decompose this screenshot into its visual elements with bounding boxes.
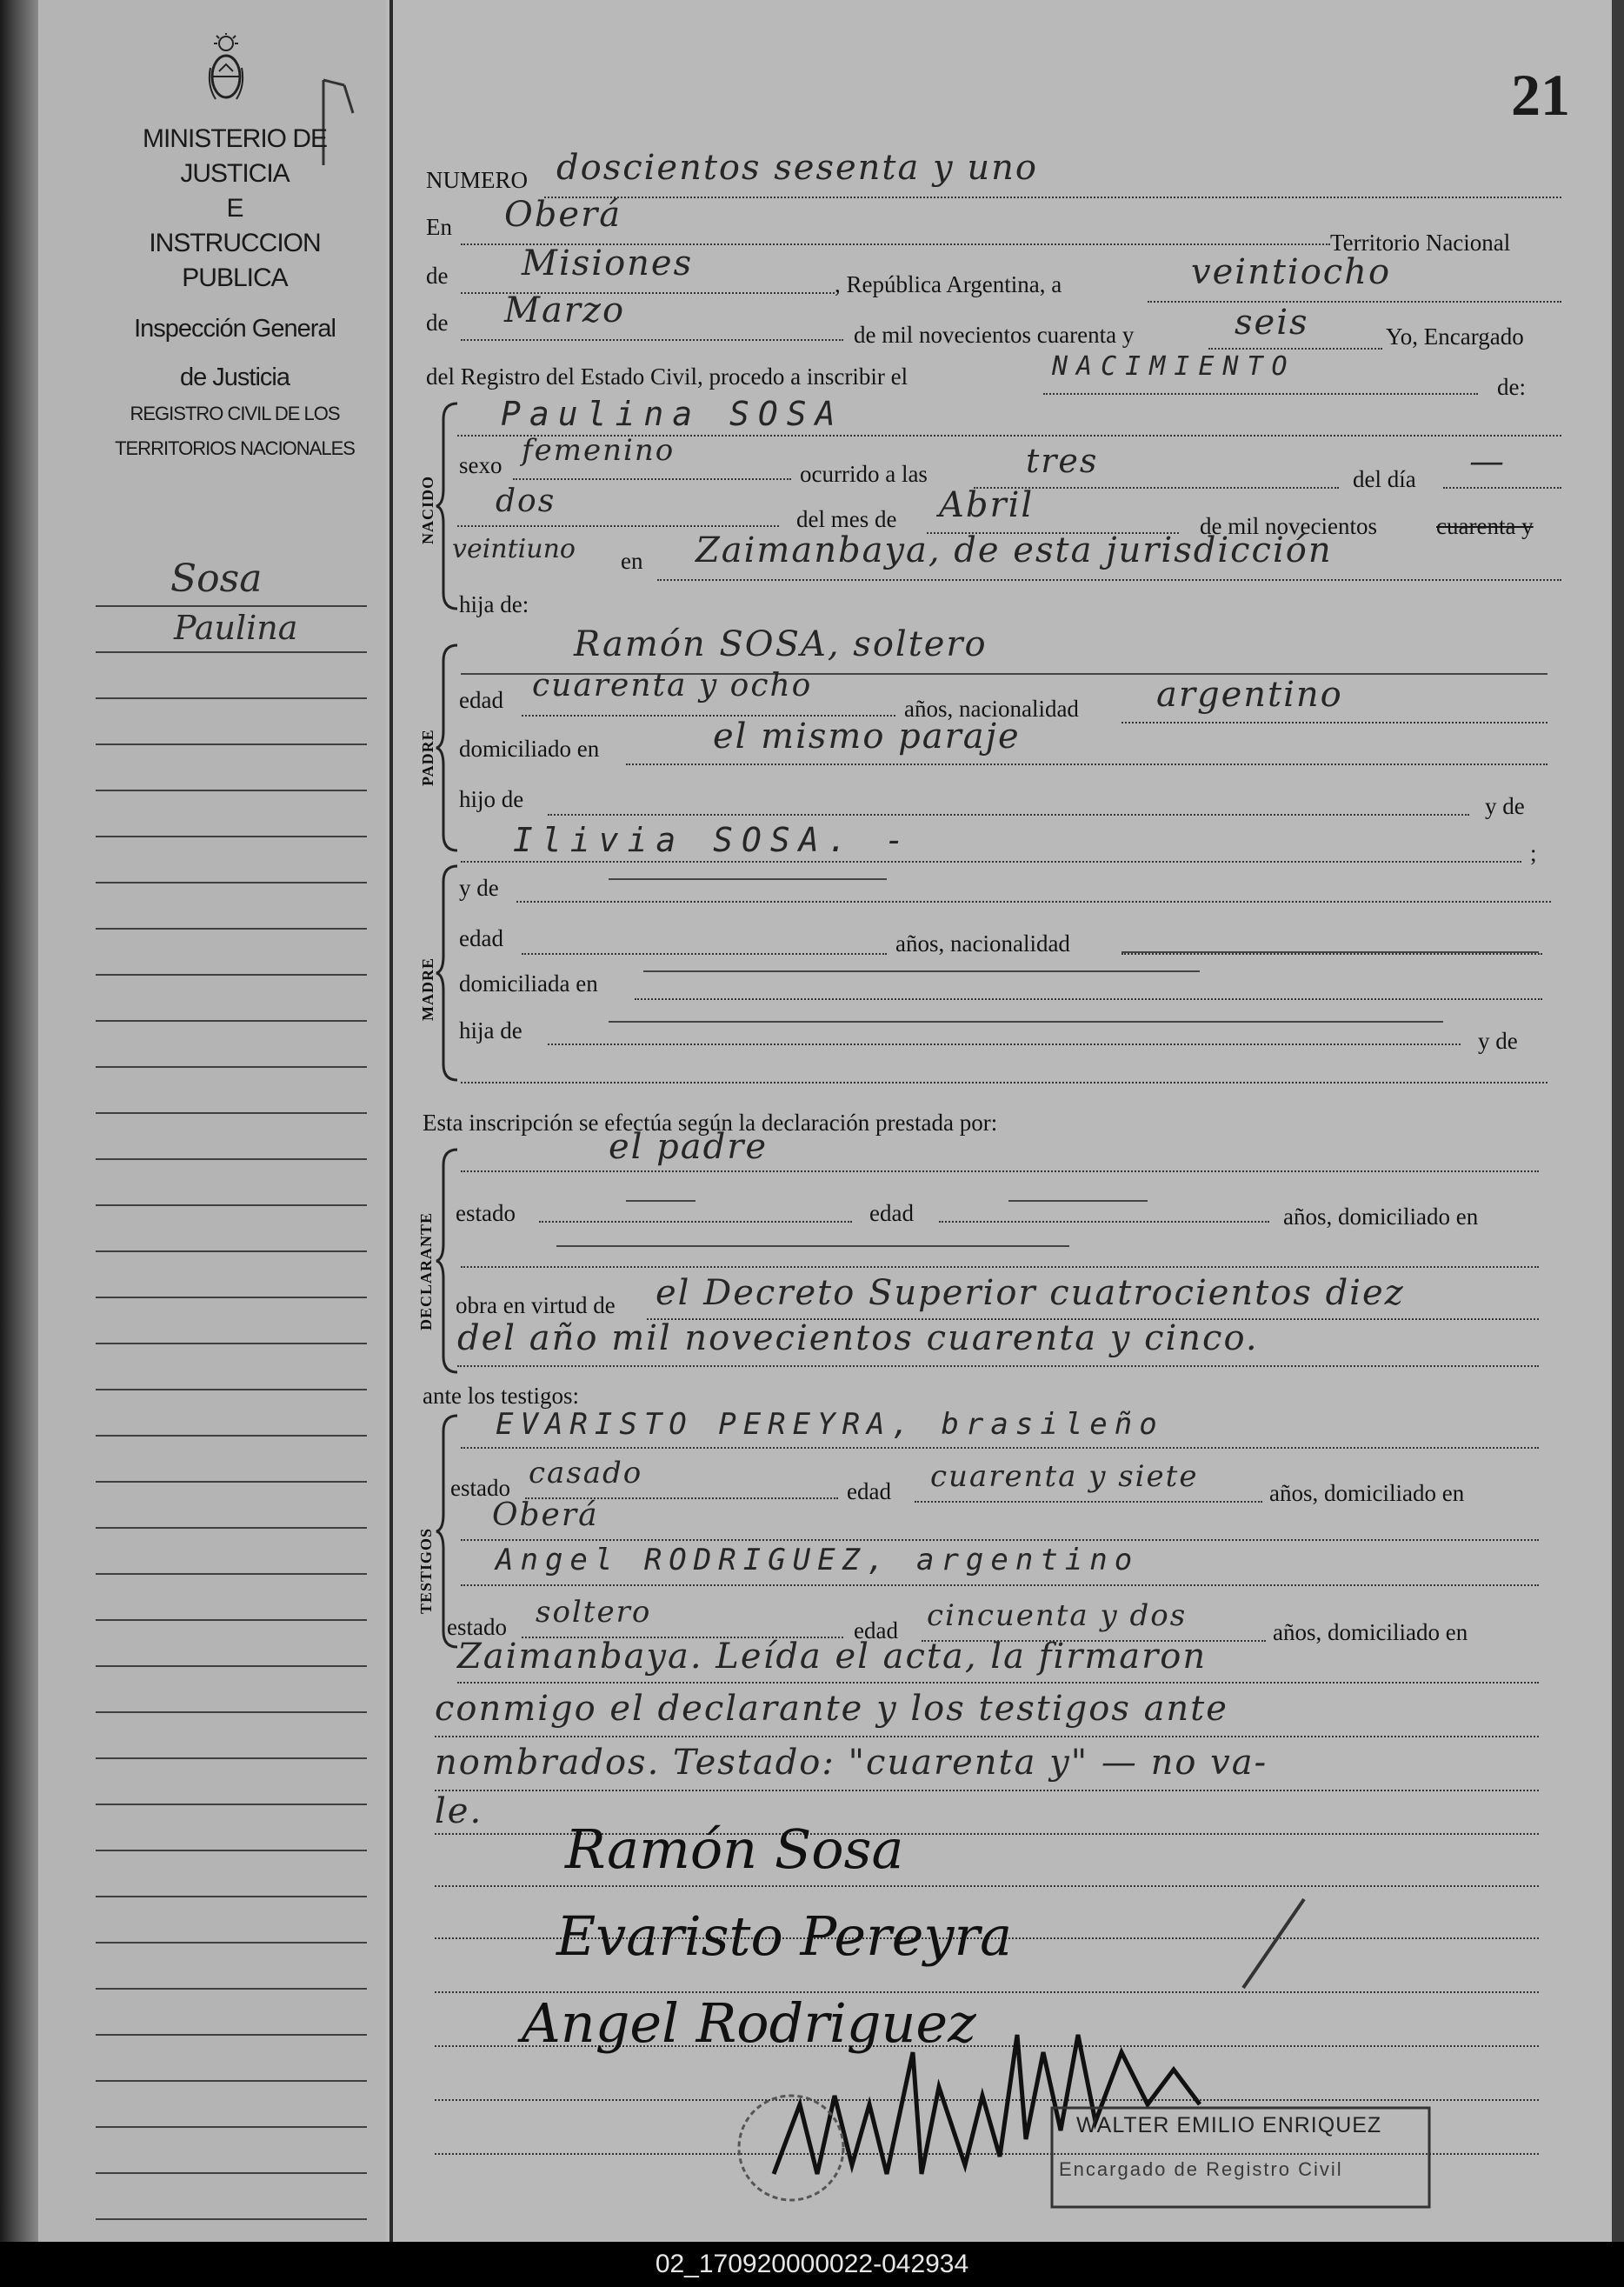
label-anos-nacionalidad-padre: años, nacionalidad [904,696,1079,722]
label-mil-novecientos: de mil novecientos cuarenta y [854,322,1135,348]
entry-anio-nac: veintiuno [452,534,576,564]
label-en: En [426,214,452,240]
registry-seal [730,2087,852,2209]
label-estado-declarante: estado [456,1200,516,1226]
entry-anio: seis [1235,303,1309,343]
signature-angel-rodriguez: Angel Rodriguez [522,1991,976,2055]
label-edad-padre: edad [459,687,503,713]
entry-abuela: Ilivia SOSA. - [513,821,914,859]
label-domiciliado-padre: domiciliado en [459,736,600,762]
ministry-line5: de Justicia [179,363,290,391]
label-de-colon: de: [1497,374,1526,400]
margin-surname: Sosa [170,557,263,601]
pencil-stroke [1235,1896,1313,1991]
ministry-line6: REGISTRO CIVIL DE LOS [130,403,340,424]
entry-testigo1: EVARISTO PEREYRA, brasileño [496,1407,1164,1442]
entry-padre-nac: argentino [1156,675,1343,715]
entry-obra-2: del año mil novecientos cuarenta y cinco. [457,1318,1259,1358]
entry-numero: doscientos sesenta y uno [556,148,1038,188]
entry-declarante: el padre [609,1127,769,1167]
entry-lugar-nac: Zaimanbaya, de esta jurisdicción [696,530,1333,570]
label-y-de-2: y de [1478,1028,1518,1054]
label-esta-inscripcion: Esta inscripción se efectúa según la declaración prestada por: [423,1110,998,1136]
entry-nombre: Paulina SOSA [501,395,844,433]
label-ante-testigos: ante los testigos: [423,1383,579,1409]
label-edad-declarante: edad [869,1200,914,1226]
label-republica: , República Argentina, a [835,271,1062,297]
section-padre: PADRE [419,729,436,786]
image-caption: 02_170920000022-042934 [0,2242,1624,2287]
label-territorio: Territorio Nacional [1330,230,1511,256]
entry-padre: Ramón SOSA, soltero [574,624,988,664]
entry-acto: NACIMIENTO [1052,351,1296,382]
label-hijo-de: hijo de [459,786,524,812]
label-domiciliada: domiciliada en [459,970,598,997]
madre-brace [435,864,461,1082]
padre-brace [435,643,461,852]
entry-mes-nac: Abril [939,485,1035,525]
label-registro: del Registro del Estado Civil, procedo a inscribir el [426,363,909,390]
label-obra: obra en virtud de [456,1292,616,1318]
entry-cierre2: nombrados. Testado: "cuarenta y" — no va- [435,1743,1268,1783]
label-anos-domiciliado-t2: años, domiciliado en [1273,1619,1468,1645]
entry-territorio: Misiones [522,243,694,283]
label-numero: NUMERO [426,167,529,193]
signature-evaristo-pereyra: Evaristo Pereyra [556,1904,1013,1968]
entry-padre-edad: cuarenta y ocho [532,668,813,703]
label-mil-novecientos-2: de mil novecientos [1200,513,1377,539]
label-de-1: de [426,263,449,289]
label-cuarenta-struck: cuarenta y [1436,513,1534,539]
label-y-de-madre: y de [459,875,499,901]
entry-dia: veintiocho [1191,252,1392,292]
entry-t2-estado: soltero [536,1595,652,1630]
ministry-line4: Inspección General [134,315,336,343]
entry-t2-edad: cincuenta y dos [927,1598,1188,1633]
label-sexo: sexo [459,452,503,478]
label-anos-nacionalidad-madre: años, nacionalidad [895,930,1070,957]
section-testigos: TESTIGOS [417,1527,435,1614]
label-edad-t1: edad [847,1478,891,1504]
label-yo-encargado: Yo, Encargado [1386,323,1524,350]
stamp-name: WALTER EMILIO ENRIQUEZ [1076,2113,1382,2137]
entry-cierre3: le. [435,1791,483,1831]
ministry-line7: TERRITORIOS NACIONALES [115,437,355,459]
entry-mes: Marzo [504,290,626,330]
label-hija: hija de: [459,591,529,617]
entry-sexo: femenino [522,433,676,468]
label-del-mes: del mes de [796,506,897,532]
label-de-2: de [426,310,449,336]
margin-given-name: Paulina [174,609,298,647]
label-anos-domiciliado-declarante: años, domiciliado en [1283,1204,1479,1230]
entry-t1-edad: cuarenta y siete [930,1459,1199,1494]
entry-obra: el Decreto Superior cuatrocientos diez [656,1273,1405,1313]
section-nacido: NACIDO [419,475,436,544]
label-y-de-1: y de [1485,793,1525,819]
label-edad-t2: edad [854,1617,898,1644]
label-estado-t1: estado [450,1475,510,1501]
label-hija-de: hija de [459,1017,522,1043]
entry-cierre1: conmigo el declarante y los testigos ante [435,1689,1228,1729]
entry-dia-dash: — [1469,442,1506,482]
label-anos-domiciliado-t1: años, domiciliado en [1269,1480,1465,1506]
entry-padre-dom: el mismo paraje [713,717,1021,757]
label-edad-madre: edad [459,925,503,951]
page-number: 21 [1511,62,1570,128]
label-semicolon: ; [1530,840,1537,866]
label-en-2: en [621,548,643,574]
entry-dia-nac: dos [496,483,556,519]
ministry-line2: E [226,194,243,223]
label-del-dia: del día [1353,466,1416,492]
section-declarante: DECLARANTE [417,1211,435,1330]
officer-stamp [1050,2106,1431,2209]
entry-hora: tres [1026,442,1099,480]
entry-testigo2: Angel RODRIGUEZ, argentino [496,1543,1140,1577]
label-ocurrido: ocurrido a las [800,461,928,487]
entry-t1-estado: casado [529,1456,643,1490]
entry-t1-dom: Oberá [492,1497,599,1533]
ministry-line3: INSTRUCCION PUBLICA [149,229,321,292]
nacido-brace [435,402,461,610]
section-madre: MADRE [419,957,436,1021]
ministry-line1: MINISTERIO DE JUSTICIA [142,124,327,188]
entry-t2-dom: Zaimanbaya. Leída el acta, la firmaron [457,1637,1208,1677]
entry-lugar: Oberá [504,195,622,235]
stamp-title: Encargado de Registro Civil [1059,2158,1343,2180]
label-estado-t2: estado [447,1614,507,1640]
signature-ramon-sosa: Ramón Sosa [565,1817,904,1881]
